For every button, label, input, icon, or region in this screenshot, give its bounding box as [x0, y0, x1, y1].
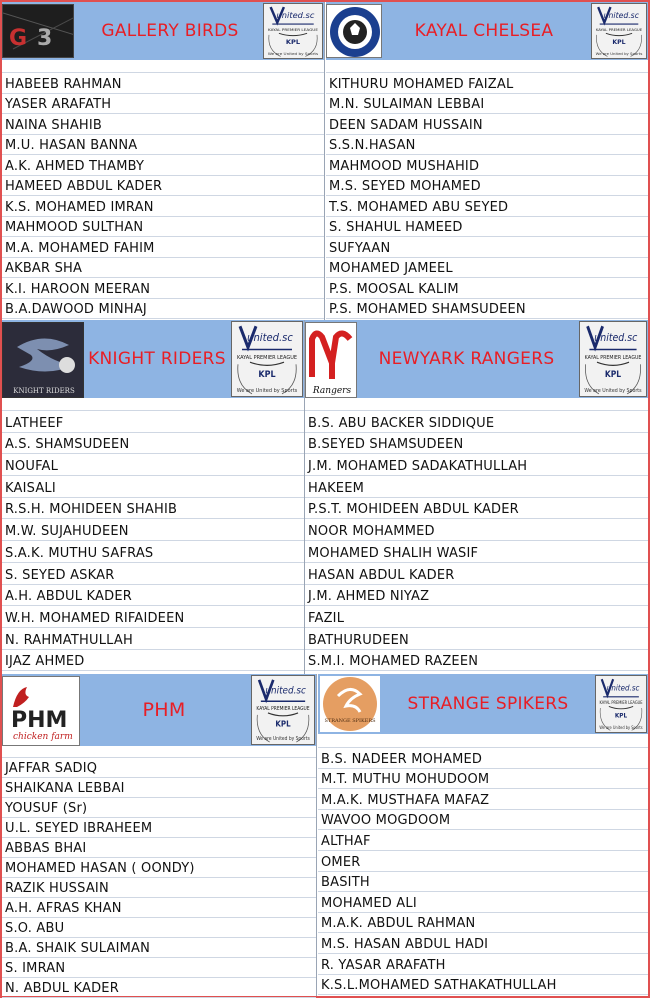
player-row: WAVOO MOGDOOM: [318, 810, 648, 831]
kpl-badge-icon: [595, 675, 647, 733]
player-row: YOUSUF (Sr): [2, 798, 316, 818]
svg-text:KAYAL PREMIER LEAGUE: KAYAL PREMIER LEAGUE: [599, 699, 643, 706]
svg-text:Rangers: Rangers: [312, 386, 352, 396]
player-row: B.S. ABU BACKER SIDDIQUE: [305, 411, 648, 433]
kpl-badge-icon: [579, 321, 647, 397]
player-row: T.S. MOHAMED ABU SEYED: [326, 196, 648, 217]
svg-text:G: G: [9, 26, 28, 51]
svg-text:KAYAL PREMIER LEAGUE: KAYAL PREMIER LEAGUE: [595, 27, 643, 32]
svg-text:KAYAL PREMIER LEAGUE: KAYAL PREMIER LEAGUE: [256, 706, 310, 713]
svg-text:We are United by Sports: We are United by Sports: [595, 50, 643, 56]
player-row: MOHAMED SHALIH WASIF: [305, 541, 648, 563]
svg-text:We are United by Sports: We are United by Sports: [236, 387, 298, 394]
svg-text:united.sc: united.sc: [606, 683, 640, 693]
team-banner: [2, 2, 324, 60]
player-row: J.M. AHMED NIYAZ: [305, 585, 648, 607]
player-row: A.S. SHAMSUDEEN: [2, 433, 304, 455]
team-title: GALLERY BIRDS: [101, 21, 239, 41]
player-row: S.O. ABU: [2, 918, 316, 938]
svg-text:KPL: KPL: [275, 719, 291, 729]
player-row: K.S. MOHAMED IMRAN: [2, 196, 324, 217]
player-row: MOHAMED ALI: [318, 892, 648, 913]
svg-text:We are United by Sports: We are United by Sports: [584, 387, 642, 394]
player-row: R.S.H. MOHIDEEN SHAHIB: [2, 498, 304, 520]
player-row: P.S.T. MOHIDEEN ABDUL KADER: [305, 498, 648, 520]
column-divider: [304, 320, 305, 674]
player-row: DEEN SADAM HUSSAIN: [326, 114, 648, 135]
svg-text:3: 3: [37, 26, 53, 51]
player-row: S.S.N.HASAN: [326, 135, 648, 156]
player-row: ALTHAF: [318, 830, 648, 851]
player-row: M.A.K. ABDUL RAHMAN: [318, 913, 648, 934]
player-row: NOOR MOHAMMED: [305, 519, 648, 541]
svg-text:KPL: KPL: [612, 39, 626, 47]
newyark-rangers-logo-icon: [305, 322, 357, 398]
player-row: M.S. SEYED MOHAMED: [326, 176, 648, 197]
player-row: M.N. SULAIMAN LEBBAI: [326, 94, 648, 115]
team-panel-kayal-chelsea: [326, 2, 648, 320]
svg-text:united.sc: united.sc: [247, 331, 293, 345]
svg-text:KAYAL PREMIER LEAGUE: KAYAL PREMIER LEAGUE: [236, 354, 298, 362]
svg-text:KNIGHT RIDERS: KNIGHT RIDERS: [13, 387, 75, 395]
player-row: B.A. SHAIK SULAIMAN: [2, 938, 316, 958]
player-row: AKBAR SHA: [2, 258, 324, 279]
player-list: [2, 398, 304, 671]
team-panel-strange-spikers: [318, 674, 648, 996]
player-row: B.SEYED SHAMSUDEEN: [305, 433, 648, 455]
player-row: HAMEED ABDUL KADER: [2, 176, 324, 197]
svg-text:KAYAL PREMIER LEAGUE: KAYAL PREMIER LEAGUE: [268, 27, 318, 32]
player-row: NAINA SHAHIB: [2, 114, 324, 135]
team-banner: [326, 2, 648, 60]
player-row: M.S. HASAN ABDUL HADI: [318, 933, 648, 954]
column-divider: [324, 2, 325, 320]
player-row: U.L. SEYED IBRAHEEM: [2, 818, 316, 838]
player-list: [305, 398, 648, 671]
player-row: MAHMOOD MUSHAHID: [326, 155, 648, 176]
player-row: MOHAMED HASAN ( OONDY): [2, 858, 316, 878]
svg-text:united.sc: united.sc: [603, 10, 639, 20]
player-row: M.T. MUTHU MOHUDOOM: [318, 769, 648, 790]
player-row: JAFFAR SADIQ: [2, 758, 316, 778]
player-row: S. IMRAN: [2, 958, 316, 978]
player-row: ABBAS BHAI: [2, 838, 316, 858]
svg-text:united.sc: united.sc: [265, 685, 306, 697]
gallery-birds-logo-icon: [2, 4, 74, 58]
player-row: S.A.K. MUTHU SAFRAS: [2, 541, 304, 563]
svg-text:We are United by Sports: We are United by Sports: [267, 51, 319, 56]
player-row: OMER: [318, 851, 648, 872]
team-panel-gallery-birds: [2, 2, 324, 320]
team-panel-newyark-rangers: [305, 320, 648, 674]
player-row: N. ABDUL KADER: [2, 978, 316, 998]
player-row: A.H. ABDUL KADER: [2, 585, 304, 607]
player-row: KITHURU MOHAMED FAIZAL: [326, 73, 648, 94]
player-row: BATHURUDEEN: [305, 628, 648, 650]
svg-text:PHM: PHM: [11, 708, 68, 733]
kpl-badge-icon: [591, 3, 647, 59]
player-row: NOUFAL: [2, 454, 304, 476]
player-row: S. SEYED ASKAR: [2, 563, 304, 585]
team-banner: [2, 320, 304, 398]
svg-text:We are United by Sports: We are United by Sports: [256, 736, 310, 743]
player-row: S. SHAHUL HAMEED: [326, 217, 648, 238]
player-row: MOHAMED JAMEEL: [326, 258, 648, 279]
player-row: SUFYAAN: [326, 237, 648, 258]
svg-text:united.sc: united.sc: [594, 332, 638, 345]
svg-text:united.sc: united.sc: [276, 11, 315, 20]
player-row: J.M. MOHAMED SADAKATHULLAH: [305, 454, 648, 476]
strange-spikers-logo-icon: [320, 676, 380, 732]
player-row: A.K. AHMED THAMBY: [2, 155, 324, 176]
player-row: HASAN ABDUL KADER: [305, 563, 648, 585]
player-row: R. YASAR ARAFATH: [318, 954, 648, 975]
player-row: K.S.L.MOHAMED SATHAKATHULLAH: [318, 975, 648, 996]
player-row: RAZIK HUSSAIN: [2, 878, 316, 898]
kpl-badge-icon: [231, 321, 303, 397]
svg-text:KPL: KPL: [614, 712, 628, 720]
kayal-chelsea-logo-icon: [326, 4, 382, 58]
player-row: W.H. MOHAMED RIFAIDEEN: [2, 606, 304, 628]
team-title: NEWYARK RANGERS: [378, 349, 555, 369]
team-banner: [305, 320, 648, 398]
player-row: IJAZ AHMED: [2, 650, 304, 672]
team-title: PHM: [142, 699, 186, 721]
player-row: P.S. MOOSAL KALIM: [326, 278, 648, 299]
svg-text:KPL: KPL: [285, 38, 301, 47]
player-list: [318, 734, 648, 995]
column-divider: [316, 674, 317, 996]
team-title: STRANGE SPIKERS: [407, 694, 569, 714]
player-row: S.M.I. MOHAMED RAZEEN: [305, 650, 648, 672]
player-row: YASER ARAFATH: [2, 94, 324, 115]
team-banner: [318, 674, 648, 734]
player-list: [326, 60, 648, 319]
player-row: M.W. SUJAHUDEEN: [2, 519, 304, 541]
player-row: P.S. MOHAMED SHAMSUDEEN: [326, 299, 648, 320]
player-row: KAISALI: [2, 476, 304, 498]
player-list: [2, 60, 324, 319]
svg-text:STRANGE SPIKERS: STRANGE SPIKERS: [324, 718, 376, 724]
player-row: B.A.DAWOOD MINHAJ: [2, 299, 324, 320]
kpl-badge-icon: [263, 3, 323, 59]
player-row: HAKEEM: [305, 476, 648, 498]
team-title: KNIGHT RIDERS: [88, 349, 226, 369]
svg-text:KPL: KPL: [604, 369, 622, 380]
player-row: M.A. MOHAMED FAHIM: [2, 237, 324, 258]
team-panel-phm: [2, 674, 316, 996]
player-row: MAHMOOD SULTHAN: [2, 217, 324, 238]
team-panel-knight-riders: [2, 320, 304, 674]
player-row: A.H. AFRAS KHAN: [2, 898, 316, 918]
svg-text:KAYAL PREMIER LEAGUE: KAYAL PREMIER LEAGUE: [584, 354, 642, 362]
player-row: B.S. NADEER MOHAMED: [318, 748, 648, 769]
player-row: HABEEB RAHMAN: [2, 73, 324, 94]
phm-logo-icon: [2, 676, 80, 746]
knight-riders-logo-icon: [2, 322, 84, 398]
player-row: M.A.K. MUSTHAFA MAFAZ: [318, 789, 648, 810]
player-list: [2, 746, 316, 998]
player-row: SHAIKANA LEBBAI: [2, 778, 316, 798]
kpl-badge-icon: [251, 675, 315, 745]
player-row: BASITH: [318, 872, 648, 893]
player-row: FAZIL: [305, 606, 648, 628]
svg-text:KPL: KPL: [258, 368, 276, 380]
player-row: N. RAHMATHULLAH: [2, 628, 304, 650]
team-title: KAYAL CHELSEA: [414, 21, 554, 41]
svg-text:chicken farm: chicken farm: [13, 732, 73, 742]
player-row: K.I. HAROON MEERAN: [2, 278, 324, 299]
player-row: M.U. HASAN BANNA: [2, 135, 324, 156]
player-row: LATHEEF: [2, 411, 304, 433]
team-banner: [2, 674, 316, 746]
svg-text:We are United by Sports: We are United by Sports: [599, 724, 643, 730]
